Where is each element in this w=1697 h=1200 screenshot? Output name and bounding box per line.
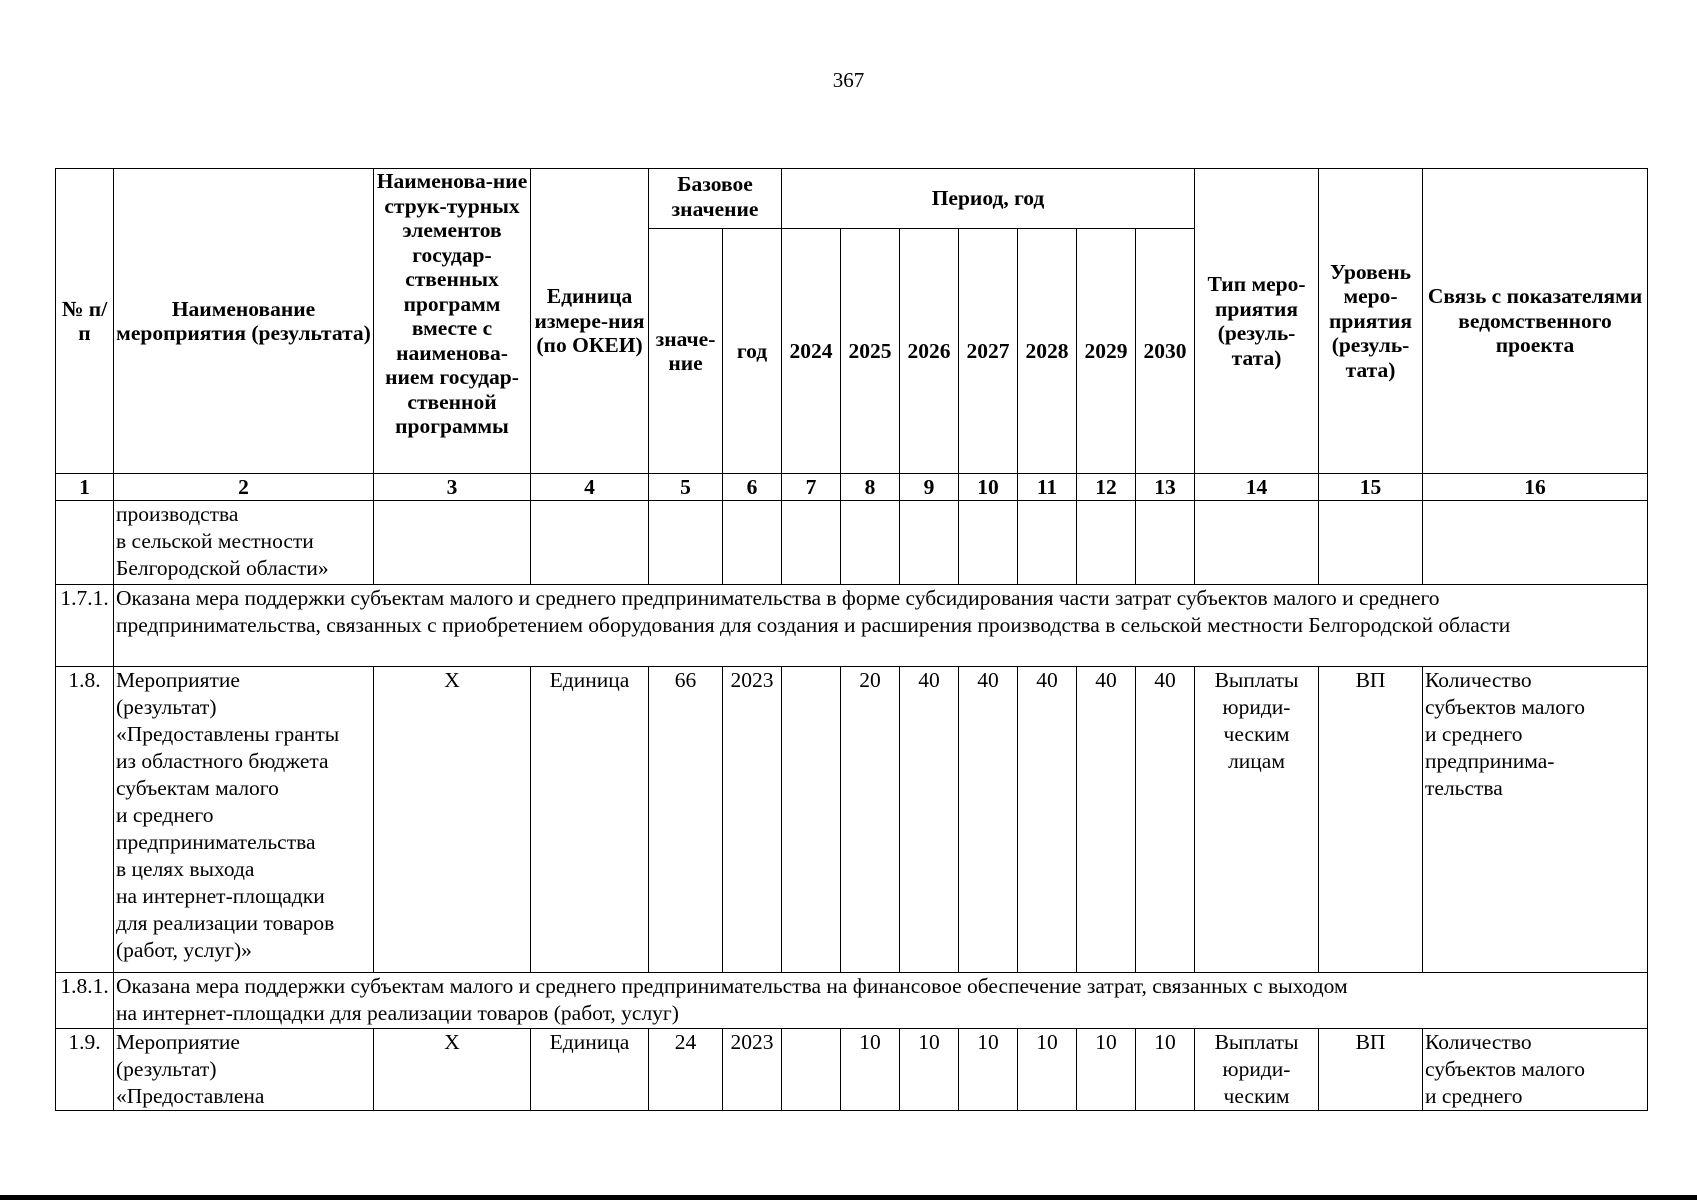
cell-measure-name: Мероприятие (результат) «Предоставлены гранты из областного бюджета субъектам малого и среднего предпринимательства в целях выхода на интернет-площадки для реализации товаров (работ, услуг)» — [114, 667, 374, 973]
cell-year-2028: 40 — [1018, 667, 1077, 973]
cell-year-2026: 40 — [900, 667, 959, 973]
table-row-1-8-1 — [56, 973, 1648, 1029]
cell-empty — [900, 501, 959, 585]
header-year-2029: 2029 — [1077, 229, 1136, 474]
cell-year-2029: 40 — [1077, 667, 1136, 973]
cell-row-number: 1.7.1. — [56, 585, 114, 667]
cell-empty — [959, 501, 1018, 585]
cell-year-2025: 10 — [841, 1029, 900, 1111]
header-base-year: год — [723, 229, 782, 474]
cell-row-number: 1.8. — [56, 667, 114, 973]
cell-measure-name: производства в сельской местности Белгородской области» — [114, 501, 374, 585]
column-number: 13 — [1136, 474, 1195, 501]
header-year-2027: 2027 — [959, 229, 1018, 474]
header-unit: Единица измере-ния (по ОКЕИ) — [531, 169, 649, 474]
cell-measure-level: ВП — [1319, 667, 1423, 973]
column-number: 11 — [1018, 474, 1077, 501]
header-year-2024: 2024 — [782, 229, 841, 474]
header-year-2030: 2030 — [1136, 229, 1195, 474]
column-number: 14 — [1195, 474, 1319, 501]
column-number: 10 — [959, 474, 1018, 501]
cell-struct: X — [374, 667, 531, 973]
cell-year-2024 — [782, 667, 841, 973]
cell-struct: X — [374, 1029, 531, 1111]
cell-row-number: 1.9. — [56, 1029, 114, 1111]
cell-empty — [1423, 501, 1648, 585]
cell-empty — [1195, 501, 1319, 585]
column-number: 2 — [114, 474, 374, 501]
cell-empty — [782, 501, 841, 585]
cell-year-2030: 40 — [1136, 667, 1195, 973]
cell-row-number: 1.8.1. — [56, 973, 114, 1029]
cell-result-description: Оказана мера поддержки субъектам малого и среднего предпринимательства на финансовое обеспечение затрат, связанных с выходом на интернет-площадки для реализации товаров (работ, услуг) — [114, 973, 1648, 1029]
column-number: 9 — [900, 474, 959, 501]
cell-indicator-link: Количество субъектов малого и среднего — [1423, 1029, 1648, 1111]
column-number: 1 — [56, 474, 114, 501]
header-name: Наименование мероприятия (результата) — [114, 169, 374, 474]
cell-empty — [531, 501, 649, 585]
column-number: 5 — [649, 474, 723, 501]
table-row-continuation — [56, 501, 1648, 585]
column-number: 4 — [531, 474, 649, 501]
cell-indicator-link: Количество субъектов малого и среднего предпринима- тельства — [1423, 667, 1648, 973]
cell-result-description: Оказана мера поддержки субъектам малого и среднего предпринимательства в форме субсидирования части затрат субъектов малого и среднего предпринимательства, связанных с приобретением оборудования для создания и расширения производства в сельской местности Белгородской области — [114, 585, 1648, 667]
cell-base-year: 2023 — [723, 667, 782, 973]
header-year-2028: 2028 — [1018, 229, 1077, 474]
header-type: Тип меро-приятия (резуль-тата) — [1195, 169, 1319, 474]
cell-year-2029: 10 — [1077, 1029, 1136, 1111]
header-year-2025: 2025 — [841, 229, 900, 474]
cell-year-2024 — [782, 1029, 841, 1111]
cell-empty — [649, 501, 723, 585]
cell-measure-type: Выплаты юриди- ческим лицам — [1195, 667, 1319, 973]
cell-empty — [1077, 501, 1136, 585]
table-row-1-9 — [56, 1029, 1648, 1111]
measures-table — [55, 168, 1648, 1111]
header-num: № п/п — [56, 169, 114, 474]
header-base-value: значе-ние — [649, 229, 723, 474]
column-number: 12 — [1077, 474, 1136, 501]
column-number: 15 — [1319, 474, 1423, 501]
header-base-group: Базовое значение — [649, 169, 782, 229]
header-period-group: Период, год — [782, 169, 1195, 229]
cell-year-2025: 20 — [841, 667, 900, 973]
cell-measure-name: Мероприятие (результат) «Предоставлена — [114, 1029, 374, 1111]
cell-unit: Единица — [531, 667, 649, 973]
column-number: 6 — [723, 474, 782, 501]
column-number: 8 — [841, 474, 900, 501]
column-number: 3 — [374, 474, 531, 501]
cell-base-year: 2023 — [723, 1029, 782, 1111]
column-number: 7 — [782, 474, 841, 501]
cell-empty — [723, 501, 782, 585]
cell-empty — [841, 501, 900, 585]
header-level: Уровень меро-приятия (резуль-тата) — [1319, 169, 1423, 474]
table-row-1-7-1 — [56, 585, 1648, 667]
cell-year-2026: 10 — [900, 1029, 959, 1111]
header-row-top — [56, 169, 1648, 229]
cell-measure-level: ВП — [1319, 1029, 1423, 1111]
table-row-1-8 — [56, 667, 1648, 973]
cell-year-2028: 10 — [1018, 1029, 1077, 1111]
cell-unit: Единица — [531, 1029, 649, 1111]
cell-empty — [374, 501, 531, 585]
cell-base-value: 24 — [649, 1029, 723, 1111]
cell-empty — [1136, 501, 1195, 585]
header-link: Связь с показателями ведомственного проекта — [1423, 169, 1648, 474]
cell-empty — [1319, 501, 1423, 585]
cell-year-2027: 40 — [959, 667, 1018, 973]
cell-year-2030: 10 — [1136, 1029, 1195, 1111]
cell-year-2027: 10 — [959, 1029, 1018, 1111]
page-number: 367 — [832, 68, 865, 92]
header-struct: Наименова-ние струк-турных элементов государ-ственных программ вместе с наименова-нием государ-ственной программы — [374, 169, 531, 474]
cell-empty — [1018, 501, 1077, 585]
cell-measure-type: Выплаты юриди- ческим — [1195, 1029, 1319, 1111]
column-numbers-row — [56, 474, 1648, 501]
column-number: 16 — [1423, 474, 1648, 501]
header-year-2026: 2026 — [900, 229, 959, 474]
cell-empty — [56, 501, 114, 585]
page-bottom-edge — [0, 1195, 1697, 1200]
cell-base-value: 66 — [649, 667, 723, 973]
